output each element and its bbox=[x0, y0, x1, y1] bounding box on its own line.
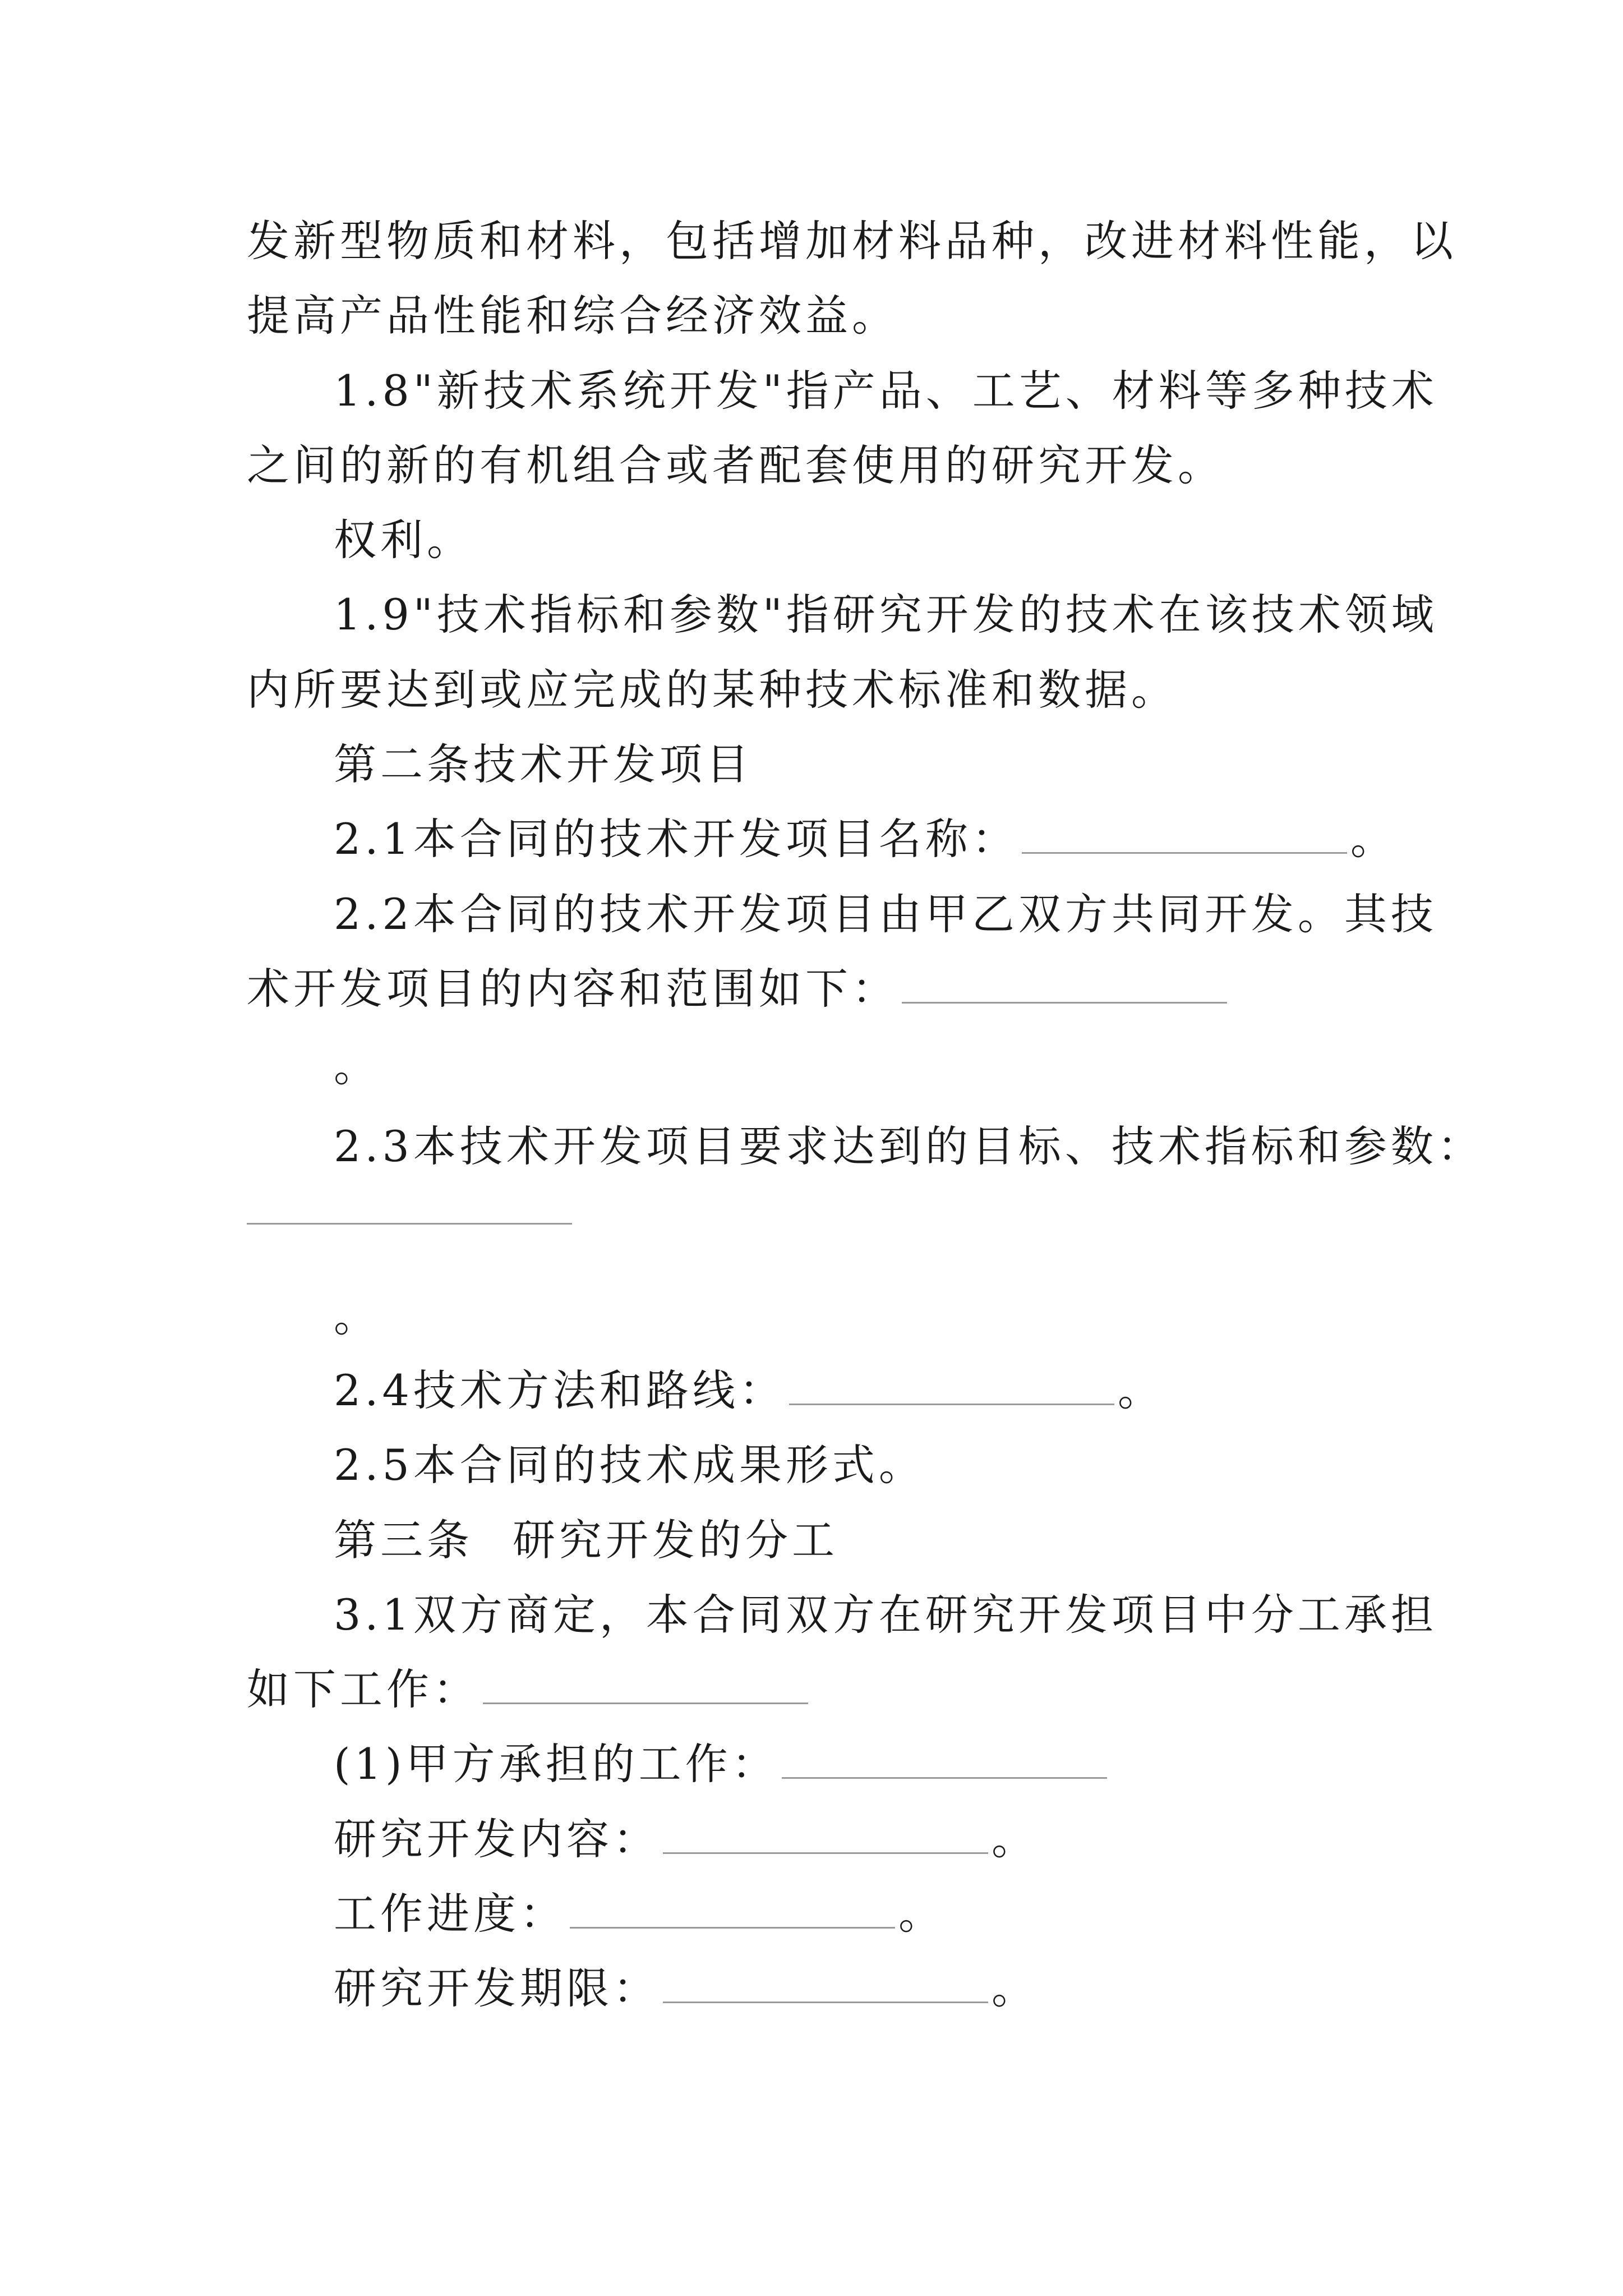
clause-2-3 bbox=[334, 1116, 1484, 1177]
research-content bbox=[334, 1809, 1038, 1870]
research-period bbox=[334, 1958, 1038, 2019]
paragraph-line bbox=[247, 659, 1178, 721]
period-mark: 。 bbox=[992, 1814, 1038, 1864]
section-heading: 研究开发的分工 bbox=[513, 1515, 838, 1565]
clause-2-4 bbox=[334, 1360, 1164, 1421]
clause-3-1 bbox=[334, 1584, 1437, 1646]
text-line: 2.1本合同的技术开发项目名称： bbox=[334, 814, 1018, 864]
paragraph-line bbox=[247, 435, 1224, 496]
clause-2-5 bbox=[334, 1434, 925, 1496]
fill-in-blank[interactable] bbox=[902, 968, 1227, 1004]
field-label: 工作进度： bbox=[334, 1889, 566, 1939]
text-line: 2.4技术方法和路线： bbox=[334, 1365, 786, 1415]
paragraph-line bbox=[247, 210, 1457, 272]
fill-in-blank[interactable] bbox=[1022, 818, 1347, 854]
fill-in-blank[interactable] bbox=[782, 1743, 1107, 1779]
text-line: 如下工作： bbox=[247, 1664, 479, 1714]
period-mark: 。 bbox=[334, 1291, 380, 1341]
paragraph-line bbox=[247, 958, 1230, 1020]
clause-2-1 bbox=[334, 808, 1397, 870]
period-mark: 。 bbox=[334, 1041, 380, 1091]
paragraph-line bbox=[247, 285, 898, 347]
text-line: 2.5本合同的技术成果形式。 bbox=[334, 1440, 925, 1490]
text-line: 1.9"技术指标和参数"指研究开发的技术在该技术领域 bbox=[334, 590, 1438, 639]
paragraph-line bbox=[334, 509, 473, 571]
fill-in-blank[interactable] bbox=[483, 1669, 808, 1704]
fill-in-blank[interactable] bbox=[663, 1819, 988, 1854]
field-label: 研究开发内容： bbox=[334, 1814, 660, 1864]
section-heading-3 bbox=[334, 1510, 838, 1571]
paragraph-line bbox=[334, 1036, 380, 1097]
work-progress bbox=[334, 1883, 945, 1945]
period-mark: 。 bbox=[898, 1889, 945, 1939]
section-heading-2 bbox=[334, 734, 753, 795]
clause-1-8 bbox=[334, 360, 1438, 422]
fill-in-blank[interactable] bbox=[663, 1968, 988, 2003]
text-line: 2.2本合同的技术开发项目由甲乙双方共同开发。其技 bbox=[334, 889, 1437, 939]
text-line: 内所要达到或应完成的某种技术标准和数据。 bbox=[247, 665, 1178, 715]
fill-in-blank[interactable] bbox=[789, 1370, 1114, 1405]
section-heading: 第二条技术开发项目 bbox=[334, 739, 753, 789]
text-line: 1.8"新技术系统开发"指产品、工艺、材料等多种技术 bbox=[334, 366, 1438, 416]
paragraph-line bbox=[247, 1659, 811, 1720]
text-line: (1)甲方承担的工作： bbox=[334, 1739, 778, 1789]
text-line: 3.1双方商定，本合同双方在研究开发项目中分工承担 bbox=[334, 1590, 1437, 1640]
text-line: 之间的新的有机组合或者配套使用的研究开发。 bbox=[247, 440, 1224, 490]
period-mark: 。 bbox=[992, 1963, 1038, 2013]
text-line: 2.3本技术开发项目要求达到的目标、技术指标和参数： bbox=[334, 1121, 1484, 1171]
period-mark: 。 bbox=[1117, 1365, 1164, 1415]
item-1 bbox=[334, 1733, 1110, 1795]
clause-1-9 bbox=[334, 584, 1438, 646]
paragraph-line bbox=[334, 1286, 380, 1347]
text-line: 权利。 bbox=[334, 515, 473, 565]
fill-in-blank[interactable] bbox=[570, 1893, 895, 1929]
field-label: 研究开发期限： bbox=[334, 1963, 660, 2013]
text-line: 发新型物质和材料，包括增加材料品种，改进材料性能，以 bbox=[247, 216, 1457, 266]
period-mark: 。 bbox=[1350, 814, 1397, 864]
text-line: 提高产品性能和综合经济效益。 bbox=[247, 291, 898, 341]
section-number: 第三条 bbox=[334, 1515, 473, 1565]
fill-in-blank[interactable] bbox=[247, 1223, 572, 1225]
clause-2-2 bbox=[334, 884, 1437, 945]
text-line: 术开发项目的内容和范围如下： bbox=[247, 964, 898, 1014]
